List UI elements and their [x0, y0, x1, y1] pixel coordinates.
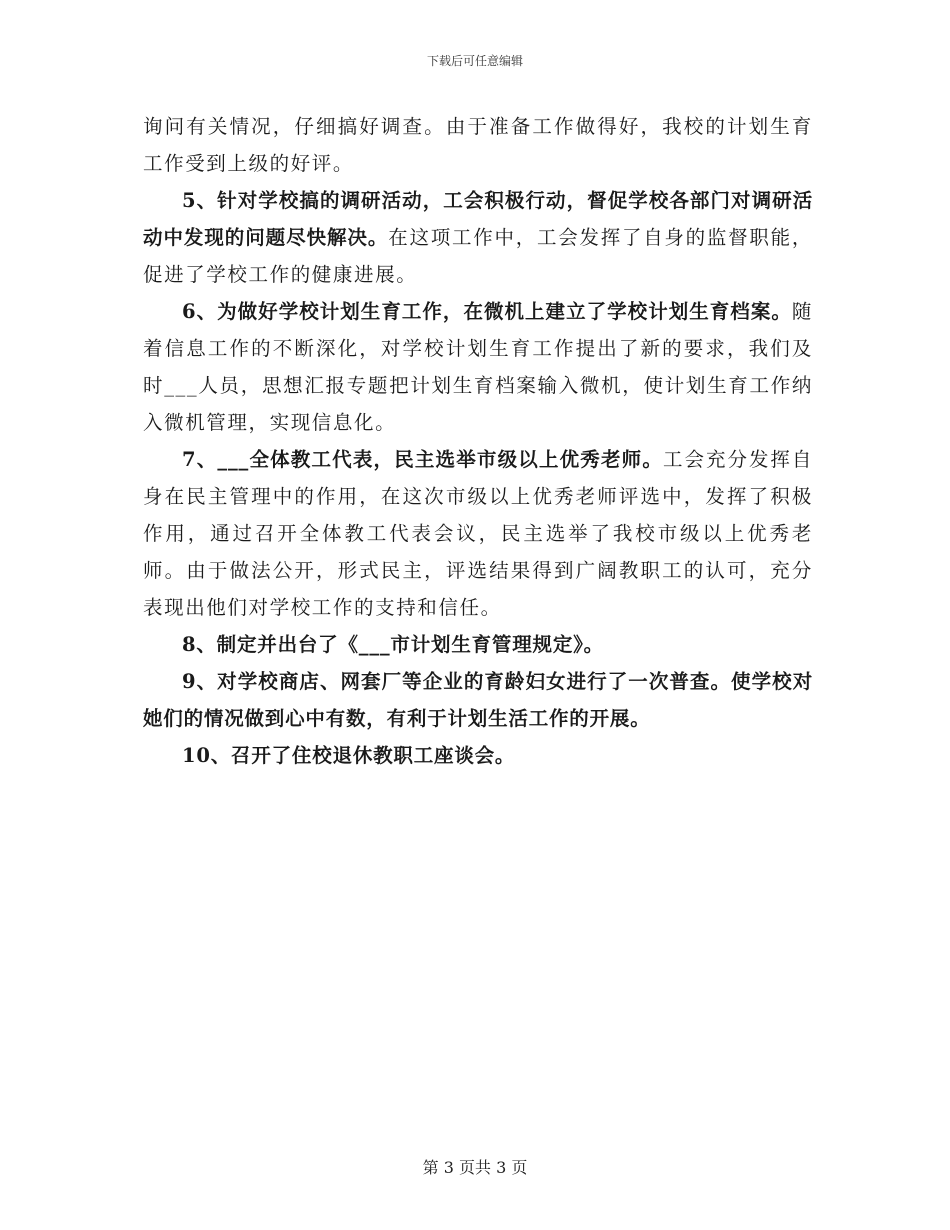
paragraph-item-7: [143, 441, 813, 626]
paragraph-item-6: [143, 293, 813, 441]
paragraph-text: 询问有关情况，仔细搞好调查。由于准备工作做得好，我校的计划生育工作受到上级的好评。: [143, 115, 813, 175]
paragraph-heading: 6、为做好学校计划生育工作，在微机上建立了学校计划生育档案。: [182, 300, 792, 323]
page-footer: 第 3 页共 3 页: [422, 1158, 528, 1177]
paragraph-heading: 7、___全体教工代表，民主选举市级以上优秀老师。: [182, 448, 664, 471]
page-header: 下载后可任意编辑: [426, 54, 523, 68]
paragraph-heading: 8、制定并出台了《___市计划生育管理规定》。: [182, 633, 604, 656]
paragraph-item-9: [143, 663, 813, 737]
paragraph-item-8: [143, 626, 813, 663]
paragraph-heading: 5、针对学校搞的调研活动，工会积极行动，督促学校各部门对调研活动中发现的问题尽快解决。: [143, 189, 813, 249]
paragraph-heading: 9、对学校商店、网套厂等企业的育龄妇女进行了一次普查。使学校对她们的情况做到心中有数，有利于计划生活工作的开展。: [143, 670, 813, 730]
paragraph-item-5: [143, 182, 813, 293]
paragraph-continuation: [143, 108, 813, 182]
document-body: [143, 108, 813, 774]
paragraph-text: 随着信息工作的不断深化，对学校计划生育工作提出了新的要求，我们及时___人员，思想汇报专题把计划生育档案输入微机，使计划生育工作纳入微机管理，实现信息化。: [143, 300, 813, 434]
paragraph-text: 工会充分发挥自身在民主管理中的作用，在这次市级以上优秀老师评选中，发挥了积极作用，通过召开全体教工代表会议，民主选举了我校市级以上优秀老师。由于做法公开，形式民主，评选结果得到广阔教职工的认可，充分表现出他们对学校工作的支持和信任。: [143, 448, 814, 619]
paragraph-item-10: [143, 737, 813, 774]
paragraph-text: 在这项工作中，工会发挥了自身的监督职能，促进了学校工作的健康进展。: [143, 226, 813, 286]
paragraph-heading: 10、召开了住校退休教职工座谈会。: [182, 744, 516, 767]
